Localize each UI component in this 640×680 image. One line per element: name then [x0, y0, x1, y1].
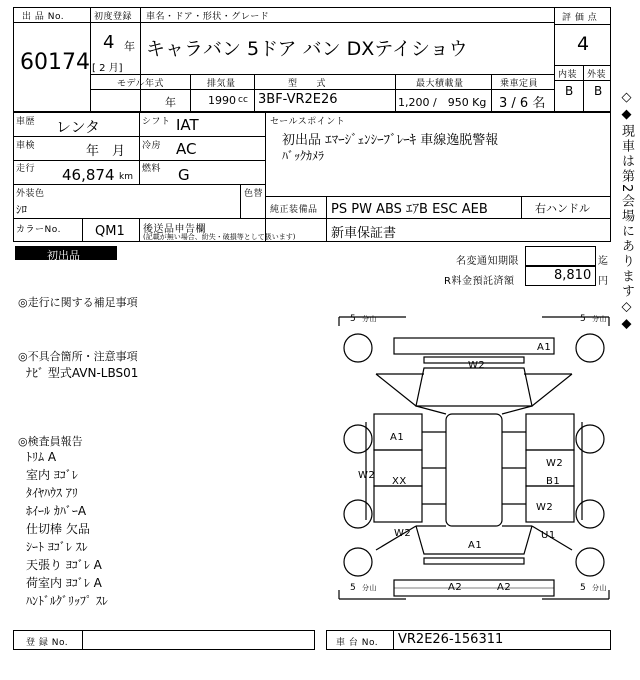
tire-front-right-unit: 分山: [592, 315, 607, 323]
mark-hood: W2: [468, 360, 486, 371]
capacity-label: 乗車定員: [500, 79, 539, 89]
type-label: 型 式: [288, 79, 327, 89]
fuel-value: G: [178, 166, 190, 184]
car-name-label: 車名・ドア・形状・グレード: [146, 12, 270, 22]
mark-front-bumper: A1: [537, 342, 552, 353]
type-value: 3BF-VR2E26: [258, 92, 338, 107]
mark-right-rear: U1: [541, 530, 556, 541]
displacement-label: 排気量: [207, 79, 236, 89]
mileage-unit: km: [119, 172, 133, 182]
mark-left-front-door: A1: [390, 432, 405, 443]
lot-number: 60174: [20, 50, 90, 75]
recycle-fee-label: R料金預託済額: [444, 276, 515, 287]
mark-right-front-door: W2: [546, 458, 564, 469]
mileage-label: 走行: [16, 164, 36, 174]
sales-point-label: セールスポイント: [270, 117, 346, 127]
documents-note: (記載が無い場合、紛失・破損等として扱います): [143, 233, 296, 241]
inspector-line-5: 仕切棒 欠品: [26, 522, 90, 536]
ac-label: 冷房: [142, 141, 162, 151]
warranty-value: 新車保証書: [331, 226, 397, 241]
exterior-color-label: 外装色: [16, 189, 45, 199]
color-no-label: カラーNo.: [16, 225, 61, 235]
tire-rear-right-unit: 分山: [592, 584, 607, 592]
chassis-value: VR2E26-156311: [398, 632, 504, 647]
recycle-fee-unit: 円: [598, 276, 609, 287]
max-load-value: 1,200 / 950 Kg: [398, 96, 487, 109]
first-registration-label: 初度登録: [94, 12, 133, 22]
displacement-value: 1990: [208, 94, 236, 107]
interior-label: 内装: [558, 70, 578, 80]
tire-front-left-unit: 分山: [362, 315, 377, 323]
tire-rear-left-unit: 分山: [362, 584, 377, 592]
mark-right-lower: W2: [536, 502, 554, 513]
inspector-line-2: 室内 ﾖｺﾞﾚ: [26, 468, 78, 482]
vehicle-damage-diagram: [336, 314, 612, 604]
mark-rear-bumper-right: A2: [497, 582, 512, 593]
inspector-line-6: ｼｰﾄ ﾖｺﾞﾚ ｽﾚ: [26, 540, 88, 554]
exterior-label: 外装: [587, 70, 607, 80]
sales-point-line-1: 初出品 ｴﾏｰｼﾞｪﾝｼｰﾌﾞﾚｰｷ 車線逸脱警報: [282, 133, 499, 148]
inspection-label: 車検: [16, 141, 36, 151]
mileage-value: 46,874: [62, 166, 115, 184]
lot-label: 出 品 No.: [22, 12, 65, 22]
color-no-value: QM1: [95, 224, 125, 239]
history-value: レンタ: [56, 118, 101, 136]
mark-left-lower: W2: [394, 528, 412, 539]
tire-rear-right-value: 5: [580, 583, 587, 593]
mark-left-body: W2: [358, 470, 376, 481]
defects-line-1: ﾅﾋﾞ 型式AVN-LBS01: [26, 366, 139, 380]
fuel-label: 燃料: [142, 164, 162, 174]
tire-rear-left-value: 5: [350, 583, 357, 593]
side-note: ◇◆現車は第2会場にあります◇◆: [619, 90, 634, 334]
chassis-label: 車 台 No.: [336, 638, 379, 648]
registration-label: 登 録 No.: [26, 638, 69, 648]
first-registration-month: [ 2 月]: [92, 63, 123, 74]
max-load-label: 最大積載量: [416, 79, 464, 89]
inspector-line-1: ﾄﾘﾑ A: [26, 450, 57, 464]
inspector-line-7: 天張り ﾖｺﾞﾚ A: [26, 558, 102, 572]
displacement-unit: cc: [238, 95, 248, 105]
exterior-grade: B: [594, 84, 603, 98]
color-change-label: 色替: [244, 189, 264, 199]
mark-left-rear-door: XX: [392, 476, 407, 487]
documents-label: 後送品申告欄: [143, 224, 206, 235]
tire-front-right-value: 5: [580, 314, 587, 324]
first-registration-year: 4: [103, 32, 115, 53]
grade-label: 評 価 点: [562, 13, 598, 23]
inspector-line-9: ﾊﾝﾄﾞﾙｸﾞﾘｯﾌﾟ ｽﾚ: [26, 594, 108, 608]
inspector-line-8: 荷室内 ﾖｺﾞﾚ A: [26, 576, 102, 590]
model-year-label: モデル年式: [117, 79, 165, 89]
sales-point-line-2: ﾊﾞｯｸｶﾒﾗ: [282, 149, 325, 163]
notice-deadline-value: [525, 246, 596, 266]
notice-deadline-unit: 迄: [598, 256, 609, 267]
handle-value: 右ハンドル: [535, 202, 590, 215]
notice-deadline-label: 名変通知期限: [456, 256, 519, 267]
recycle-fee-value: 8,810: [554, 268, 592, 283]
shift-value: IAT: [176, 116, 199, 134]
shift-label: シフト: [142, 117, 171, 127]
exterior-color-value: ｼﾛ: [16, 203, 27, 216]
inspector-label: ◎検査員報告: [18, 435, 83, 448]
interior-grade: B: [565, 84, 574, 98]
model-year-unit: 年: [165, 96, 176, 109]
capacity-value: 3 / 6 名: [499, 96, 546, 111]
tire-front-left-value: 5: [350, 314, 357, 324]
inspection-value: 年 月: [86, 144, 126, 159]
mark-right-mid: B1: [546, 476, 561, 487]
car-name: キャラバン 5ドア バン DXテイショウ: [146, 38, 468, 60]
mark-roof: A1: [468, 540, 483, 551]
inspector-line-4: ﾎｲｰﾙ ｶﾊﾞｰA: [26, 504, 87, 518]
equipment-value: PS PW ABS ｴｱB ESC AEB: [331, 202, 488, 217]
ac-value: AC: [176, 140, 197, 158]
first-listing-label: 初出品: [47, 249, 80, 262]
history-label: 車歴: [16, 117, 36, 127]
equipment-label: 純正装備品: [270, 205, 318, 215]
driving-notes-label: ◎走行に関する補足事項: [18, 296, 138, 309]
defects-label: ◎不具合箇所・注意事項: [18, 350, 138, 363]
grade-value: 4: [577, 33, 590, 55]
mark-rear-bumper-left: A2: [448, 582, 463, 593]
inspector-line-3: ﾀｲﾔﾊｳｽ ｱﾘ: [26, 486, 78, 500]
year-unit: 年: [124, 40, 135, 53]
